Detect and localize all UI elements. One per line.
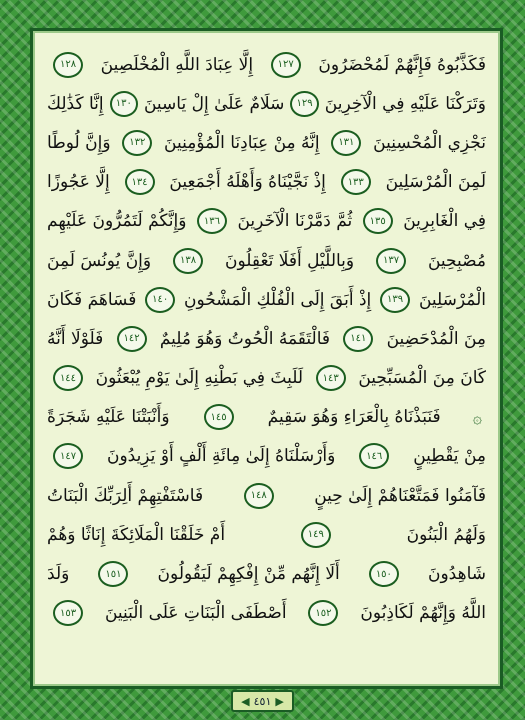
verse-text: إِذْ نَجَّيْنَاهُ وَأَهْلَهُ أَجْمَعِينَ bbox=[169, 172, 326, 193]
verse-text: وَأَنْبَتْنَا عَلَيْهِ شَجَرَةً bbox=[47, 407, 170, 428]
verse-text: فَلَوْلَا أَنَّهُ bbox=[47, 328, 104, 349]
text-line bbox=[47, 123, 486, 162]
verse-text: مُصْبِحِينَ bbox=[427, 250, 486, 271]
verse-text: أَصْطَفَى الْبَنَاتِ عَلَى الْبَنِينَ bbox=[104, 603, 287, 624]
verse-text: فَسَاهَمَ فَكَانَ bbox=[47, 289, 137, 310]
text-line bbox=[47, 398, 486, 437]
verse-text: أَلَا إِنَّهُم مِّنْ إِفْكِهِمْ لَيَقُولُونَ bbox=[157, 564, 340, 585]
ayah-number-marker: ١٤٩ bbox=[301, 522, 331, 548]
ayah-number-marker: ١٤٦ bbox=[359, 443, 389, 469]
verse-text: إِلَّا عِبَادَ اللَّهِ الْمُخْلَصِينَ bbox=[100, 54, 254, 75]
verse-text: وَإِنَّ يُونُسَ لَمِنَ bbox=[47, 250, 152, 271]
page-number: ٤٥١ bbox=[253, 694, 272, 708]
ayah-number-marker: ١٥٠ bbox=[369, 561, 399, 587]
ayah-number-marker: ١٤٣ bbox=[316, 365, 346, 391]
ayah-number-marker: ١٤١ bbox=[343, 326, 373, 352]
verse-text: إِذْ أَبَقَ إِلَى الْفُلْكِ الْمَشْحُونِ bbox=[184, 289, 372, 310]
text-line bbox=[47, 241, 486, 280]
ayah-number-marker: ١٢٧ bbox=[271, 52, 301, 78]
text-line bbox=[47, 359, 486, 398]
page-panel bbox=[30, 28, 503, 689]
verse-text: أَمْ خَلَقْنَا الْمَلَائِكَةَ إِنَاثًا وَهُمْ bbox=[47, 524, 226, 545]
verse-text: فَالْتَقَمَهُ الْحُوتُ وَهُوَ مُلِيمٌ bbox=[159, 328, 330, 349]
text-line bbox=[47, 437, 486, 476]
verse-text: فَنَبَذْنَاهُ بِالْعَرَاءِ وَهُوَ سَقِيمٌ bbox=[267, 407, 441, 428]
ayah-number-marker: ١٤٤ bbox=[53, 365, 83, 391]
ayah-number-marker: ١٣٧ bbox=[376, 248, 406, 274]
verse-text: شَاهِدُونَ bbox=[427, 564, 486, 585]
ayah-number-marker: ١٣٢ bbox=[122, 130, 152, 156]
ayah-number-marker: ١٥١ bbox=[98, 561, 128, 587]
verse-text: وَلَهُمُ الْبَنُونَ bbox=[406, 524, 486, 545]
verse-text: فِي الْغَابِرِينَ bbox=[403, 211, 486, 232]
ayah-number-marker: ١٥٣ bbox=[53, 600, 83, 626]
text-line bbox=[47, 45, 486, 84]
text-line bbox=[47, 594, 486, 633]
verse-text: نَجْزِي الْمُحْسِنِينَ bbox=[373, 132, 486, 153]
ayah-number-marker: ١٣٠ bbox=[110, 91, 138, 117]
verse-text: لَمِنَ الْمُرْسَلِينَ bbox=[385, 172, 486, 193]
text-line bbox=[47, 515, 486, 554]
ayah-number-marker: ١٣٨ bbox=[173, 248, 203, 274]
text-line bbox=[47, 163, 486, 202]
verse-text: مِنَ الْمُدْحَضِينَ bbox=[386, 328, 486, 349]
verse-text: ثُمَّ دَمَّرْنَا الْآخَرِينَ bbox=[237, 211, 353, 232]
verse-text: وَإِنَّكُمْ لَتَمُرُّونَ عَلَيْهِم bbox=[47, 211, 187, 232]
verse-text: وَإِنَّ لُوطًا bbox=[47, 132, 111, 153]
text-line bbox=[47, 84, 486, 123]
rub-el-hizb-icon: ۞ bbox=[472, 407, 482, 427]
verse-text: مِنْ يَقْطِينٍ bbox=[413, 446, 486, 467]
verse-text: وَتَرَكْنَا عَلَيْهِ فِي الْآخِرِينَ bbox=[324, 93, 486, 114]
verse-text: وَبِاللَّيْلِ أَفَلَا تَعْقِلُونَ bbox=[224, 250, 355, 271]
ayah-number-marker: ١٤٥ bbox=[204, 404, 234, 430]
ayah-number-marker: ١٣٥ bbox=[363, 208, 393, 234]
ayah-number-marker: ١٣١ bbox=[331, 130, 361, 156]
page-navigation-bar bbox=[0, 690, 525, 712]
verse-text: إِنَّهُ مِنْ عِبَادِنَا الْمُؤْمِنِينَ bbox=[164, 132, 320, 153]
ayah-number-marker: ١٣٦ bbox=[197, 208, 227, 234]
page-number-box bbox=[231, 690, 294, 712]
verse-text: فَكَذَّبُوهُ فَإِنَّهُمْ لَمُحْضَرُونَ bbox=[318, 54, 486, 75]
verse-text: فَاسْتَفْتِهِمْ أَلِرَبِّكَ الْبَنَاتُ bbox=[47, 485, 204, 506]
verse-text: كَانَ مِنَ الْمُسَبِّحِينَ bbox=[358, 368, 486, 389]
ayah-number-marker: ١٤٢ bbox=[117, 326, 147, 352]
ayah-number-marker: ١٤٧ bbox=[53, 443, 83, 469]
verse-text: الْمُرْسَلِينَ bbox=[418, 289, 486, 310]
ayah-number-marker: ١٣٩ bbox=[380, 287, 410, 313]
next-page-arrow-icon[interactable]: ▶ bbox=[275, 694, 284, 708]
text-line bbox=[47, 319, 486, 358]
verse-text: فَآمَنُوا فَمَتَّعْنَاهُمْ إِلَىٰ حِينٍ bbox=[314, 485, 486, 506]
verse-text: إِلَّا عَجُوزًا bbox=[47, 172, 110, 193]
text-line bbox=[47, 280, 486, 319]
ayah-number-marker: ١٢٨ bbox=[53, 52, 83, 78]
ayah-number-marker: ١٣٣ bbox=[341, 169, 371, 195]
text-line bbox=[47, 202, 486, 241]
quran-text-area bbox=[47, 45, 486, 674]
ayah-number-marker: ١٤٠ bbox=[145, 287, 175, 313]
verse-text: إِنَّا كَذَٰلِكَ bbox=[47, 93, 104, 114]
verse-text: لَلَبِثَ فِي بَطْنِهِ إِلَىٰ يَوْمِ يُبْعَثُونَ bbox=[95, 368, 304, 389]
text-line bbox=[47, 554, 486, 593]
verse-text: سَلَامٌ عَلَىٰ إِلْ يَاسِينَ bbox=[143, 93, 285, 114]
ayah-number-marker: ١٣٤ bbox=[125, 169, 155, 195]
verse-text: وَلَدَ bbox=[47, 564, 70, 585]
prev-page-arrow-icon[interactable]: ◀ bbox=[241, 694, 250, 708]
verse-text: اللَّهُ وَإِنَّهُمْ لَكَاذِبُونَ bbox=[360, 603, 486, 624]
ayah-number-marker: ١٥٢ bbox=[308, 600, 338, 626]
ayah-number-marker: ١٢٩ bbox=[290, 91, 318, 117]
verse-text: وَأَرْسَلْنَاهُ إِلَىٰ مِائَةِ أَلْفٍ أَوْ يَزِيدُونَ bbox=[106, 446, 336, 467]
ayah-number-marker: ١٤٨ bbox=[244, 483, 274, 509]
text-line bbox=[47, 476, 486, 515]
